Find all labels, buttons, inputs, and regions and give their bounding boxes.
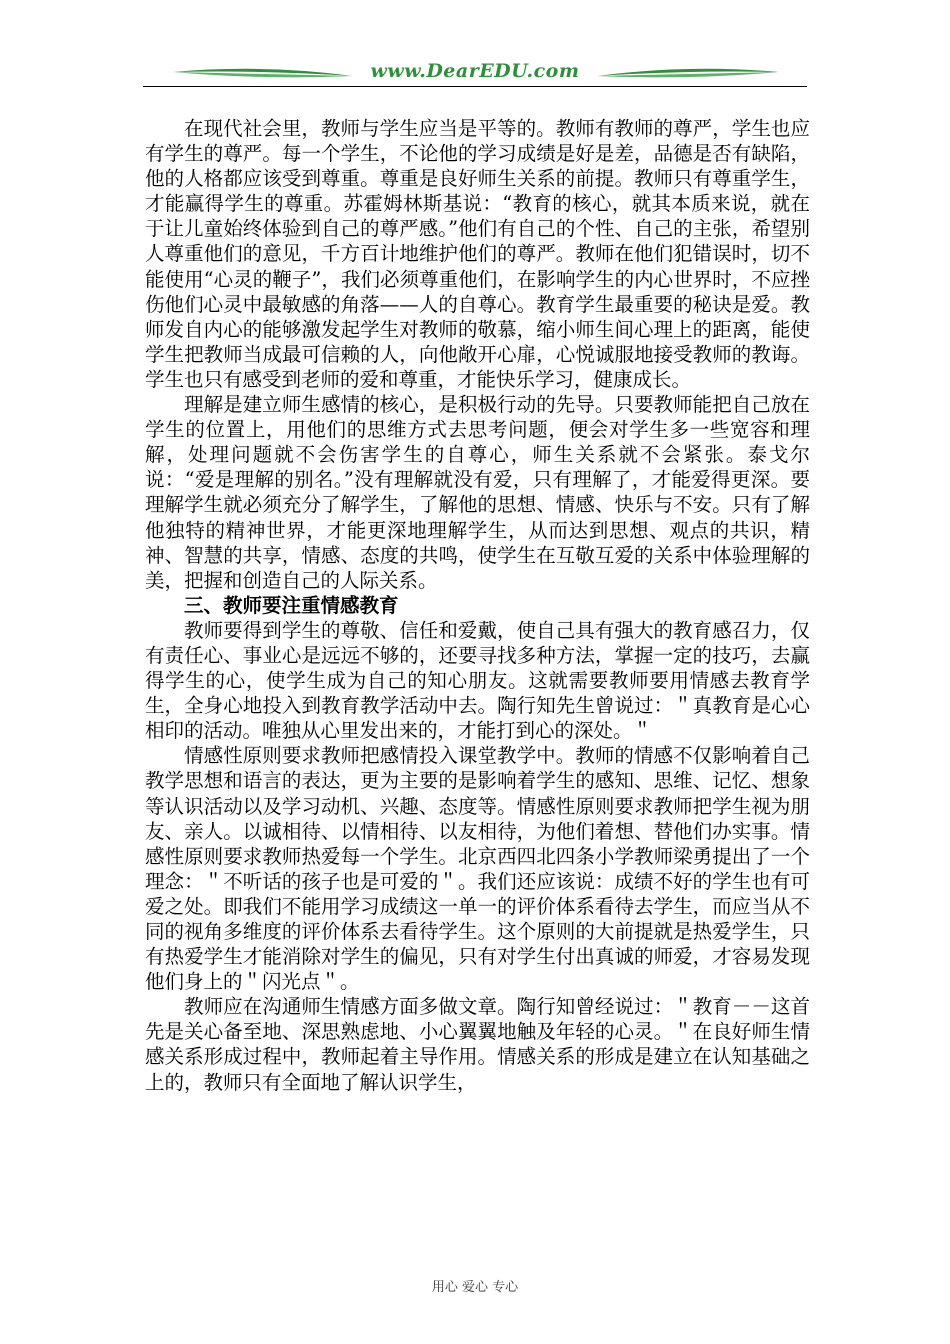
- page-footer: 用心 爱心 专心: [431, 1280, 519, 1295]
- paragraph: 理解是建立师生感情的核心，是积极行动的先导。只要教师能把自己放在学生的位置上，用他们的思维方式去思考问题，便会对学生多一些宽容和理解，处理问题就不会伤害学生的自尊心，师生关系就不会紧张。泰戈尔说：“爱是理解的别名。”没有理解就没有爱，只有理解了，才能爱得更深。要理解学生就必须充分了解学生，了解他的思想、情感、快乐与不安。只有了解他独特的精神世界，才能更深地理解学生，从而达到思想、观点的共识，精神、智慧的共享，情感、态度的共鸣，使学生在互敬互爱的关系中体验理解的美，把握和创造自己的人际关系。: [145, 393, 810, 592]
- paragraph: 教师应在沟通师生情感方面多做文章。陶行知曾经说过：＂教育－－这首先是关心备至地、深思熟虑地、小心翼翼地触及年轻的心灵。＂在良好师生情感关系形成过程中，教师起着主导作用。情感关系的形成是建立在认知基础之上的，教师只有全面地了解认识学生，: [145, 995, 810, 1094]
- site-url: www.DearEDU.com: [370, 60, 580, 82]
- paragraph: 情感性原则要求教师把感情投入课堂教学中。教师的情感不仅影响着自己教学思想和语言的表达，更为主要的是影响着学生的感知、思维、记忆、想象等认识活动以及学习动机、兴趣、态度等。情感性原则要求教师把学生视为朋友、亲人。以诚相待、以情相待、以友相待，为他们着想、替他们办实事。情感性原则要求教师热爱每一个学生。北京西四北四条小学教师梁勇提出了一个理念：＂不听话的孩子也是可爱的＂。我们还应该说：成绩不好的学生也有可爱之处。即我们不能用学习成绩这一单一的评价体系看待去学生，而应当从不同的视角多维度的评价体系去看待学生。这个原则的大前提就是热爱学生，只有热爱学生才能消除对学生的偏见，只有对学生付出真诚的师爱，才容易发现他们身上的＂闪光点＂。: [145, 744, 810, 994]
- paragraph: 在现代社会里，教师与学生应当是平等的。教师有教师的尊严，学生也应有学生的尊严。每一个学生，不论他的学习成绩是好是差，品德是否有缺陷，他的人格都应该受到尊重。尊重是良好师生关系的前提。教师只有尊重学生，才能赢得学生的尊重。苏霍姆林斯基说：“教育的核心，就其本质来说，就在于让儿童始终体验到自己的尊严感。”他们有自己的个性、自己的主张，希望别人尊重他们的意见，千方百计地维护他们的尊严。教师在他们犯错误时，切不能使用“心灵的鞭子”，我们必须尊重他们，在影响学生的内心世界时，不应挫伤他们心灵中最敏感的角落——人的自尊心。教育学生最重要的秘诀是爱。教师发自内心的能够激发起学生对教师的敬慕，缩小师生间心理上的距离，能使学生把教师当成最可信赖的人，向他敞开心扉，心悦诚服地接受教师的教诲。学生也只有感受到老师的爱和尊重，才能快乐学习，健康成长。: [145, 117, 810, 391]
- article-body: [145, 116, 810, 1095]
- page-header: [143, 56, 807, 90]
- section-heading: 三、教师要注重情感教育: [184, 593, 399, 617]
- header-divider: [143, 86, 807, 87]
- paragraph: 教师要得到学生的尊敬、信任和爱戴，使自己具有强大的教育感召力，仅有责任心、事业心是远远不够的，还要寻找多种方法，掌握一定的技巧，去赢得学生的心，使学生成为自己的知心朋友。这就需要教师要用情感去教育学生，全身心地投入到教育教学活动中去。陶行知先生曾说过：＂真教育是心心相印的活动。唯独从心里发出来的，才能打到心的深处。＂: [145, 618, 810, 743]
